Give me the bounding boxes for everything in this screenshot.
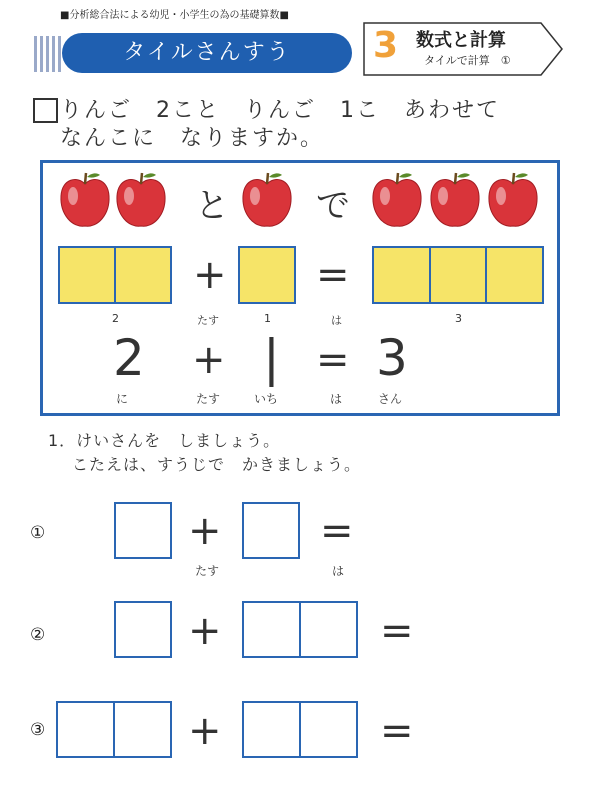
tile	[374, 248, 431, 302]
exercise-1-plus-reading: たす	[195, 564, 220, 578]
tile	[487, 248, 542, 302]
exercise-1-left-answer-box[interactable]	[114, 502, 172, 559]
apple-icon	[114, 170, 168, 234]
equation-equals-sign: =	[316, 337, 350, 383]
reading-equals: は	[330, 392, 343, 406]
reading-left: に	[116, 392, 129, 406]
equation-left-number: 2	[113, 329, 145, 387]
tile-caption-plus: たす	[197, 314, 219, 327]
exercise-1-right-answer-box[interactable]	[242, 502, 300, 559]
apple-icon	[428, 170, 482, 234]
chapter-title: 数式と計算	[416, 30, 506, 51]
tile-caption-middle: 1	[264, 312, 271, 325]
page-title: タイルさんすう	[62, 33, 352, 73]
exercise-3-right-answer-box[interactable]	[242, 701, 358, 758]
question-line-1: りんご 2こと りんご 1こ あわせて	[60, 98, 500, 123]
title-stripes	[34, 36, 62, 72]
exercise-2-equals-sign: =	[380, 608, 414, 654]
instruction-line-2: こたえは、すうじで かきましょう。	[72, 455, 362, 474]
chapter-subtitle: タイルで計算 ①	[424, 54, 511, 67]
exercise-2-plus-sign: +	[188, 608, 222, 654]
exercise-3-label: ③	[30, 720, 46, 740]
apple-icon	[486, 170, 540, 234]
answer-cell[interactable]	[244, 504, 298, 557]
tile-group-right	[372, 246, 544, 304]
apple-icon	[240, 170, 294, 234]
exercise-3-left-answer-box[interactable]	[56, 701, 172, 758]
answer-cell[interactable]	[58, 703, 115, 756]
exercise-2-left-answer-box[interactable]	[114, 601, 172, 658]
tile-caption-left: 2	[112, 312, 119, 325]
exercise-1-equals-reading: は	[332, 564, 345, 578]
answer-cell[interactable]	[116, 603, 170, 656]
reading-middle: いち	[254, 392, 279, 406]
exercise-1-plus-sign: +	[188, 508, 222, 554]
tile-equals-sign: =	[316, 252, 350, 298]
answer-cell[interactable]	[244, 603, 301, 656]
tile-caption-right: 3	[455, 312, 462, 325]
reading-plus: たす	[196, 392, 221, 406]
tile-group-left	[58, 246, 172, 304]
tile	[60, 248, 116, 302]
tile-plus-sign: +	[193, 252, 227, 298]
question-checkbox[interactable]	[33, 98, 58, 123]
tile	[240, 248, 294, 302]
apple-icon	[370, 170, 424, 234]
exercise-1-equals-sign: =	[320, 508, 354, 554]
exercise-2-right-answer-box[interactable]	[242, 601, 358, 658]
question-line-2: なんこに なりますか。	[60, 126, 325, 151]
tile	[116, 248, 170, 302]
answer-cell[interactable]	[116, 504, 170, 557]
exercise-3-plus-sign: +	[188, 708, 222, 754]
series-label: ■分析総合法による幼児・小学生の為の基礎算数■	[60, 10, 289, 21]
with-word: で	[316, 186, 350, 226]
exercise-2-label: ②	[30, 625, 46, 645]
answer-cell[interactable]	[301, 603, 356, 656]
answer-cell[interactable]	[244, 703, 301, 756]
tile-group-middle	[238, 246, 296, 304]
reading-right: さん	[378, 392, 403, 406]
apple-icon	[58, 170, 112, 234]
tile	[431, 248, 488, 302]
answer-cell[interactable]	[301, 703, 356, 756]
equation-middle-number: |	[263, 329, 280, 387]
exercise-3-equals-sign: =	[380, 708, 414, 754]
answer-cell[interactable]	[115, 703, 170, 756]
equation-plus-sign: +	[192, 337, 226, 383]
equation-result-number: 3	[376, 329, 408, 387]
instruction-line-1: 1．けいさんを しましょう。	[48, 431, 281, 450]
and-word: と	[195, 186, 229, 226]
chapter-number: 3	[373, 25, 399, 66]
tile-caption-equals: は	[331, 314, 342, 327]
exercise-1-label: ①	[30, 523, 46, 543]
